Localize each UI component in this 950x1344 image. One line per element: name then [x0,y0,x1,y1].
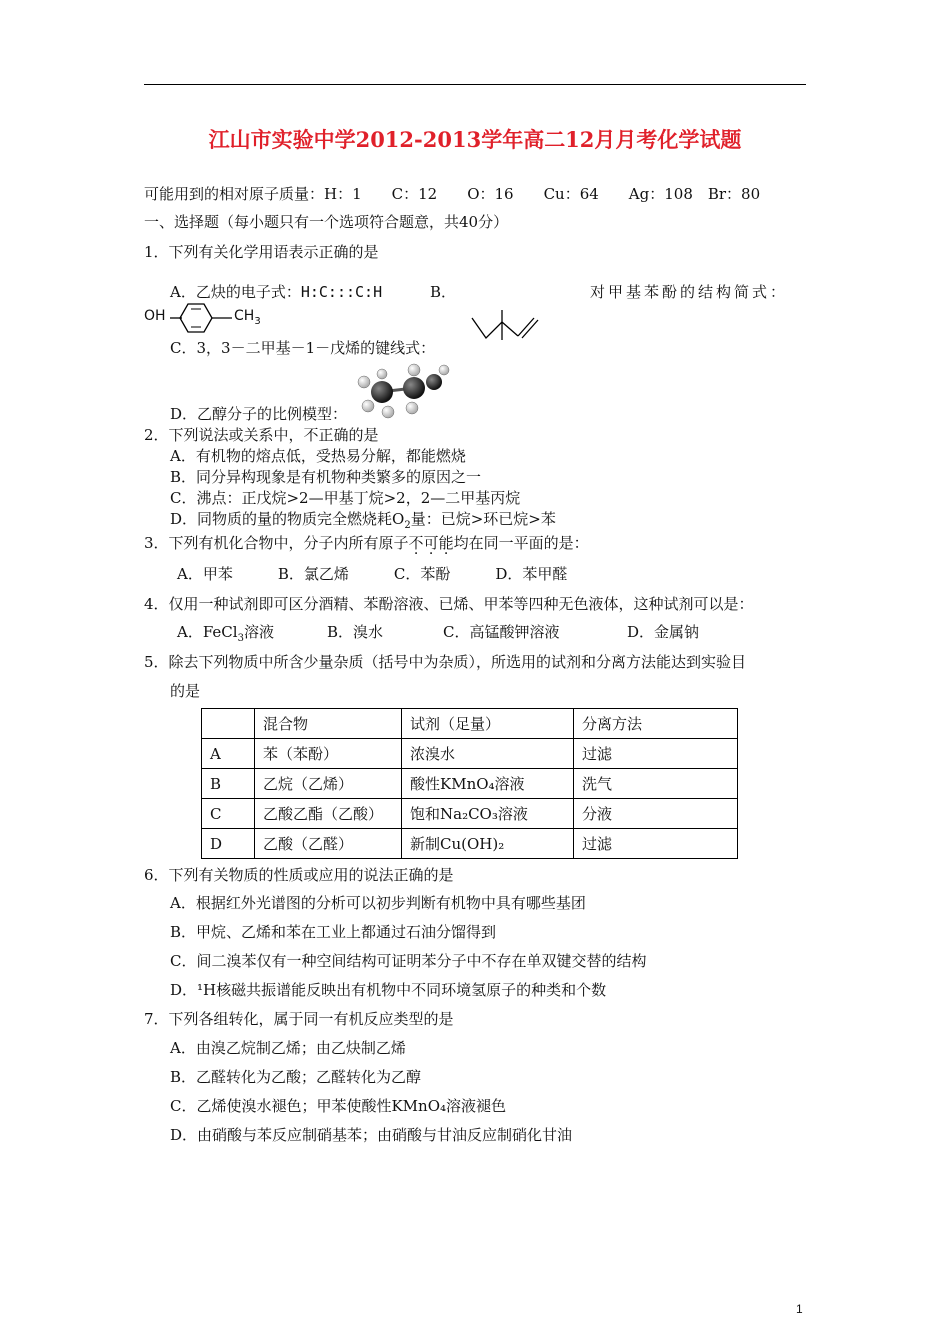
atomic-masses-line: 可能用到的相对原子质量：H：1 C：12 O：16 Cu：64 Ag：108 Br：80 [144,185,761,203]
q2-d-sub: 2 [404,520,411,531]
q3-emphasis-2: 可 [423,534,439,552]
p-cresol-structure [144,300,274,336]
q1-stem: 1．下列有关化学用语表示正确的是 [144,243,379,261]
q5-stem-line1: 5．除去下列物质中所含少量杂质（括号中为杂质），所选用的试剂和分离方法能达到实验目 [144,653,747,671]
page-number: 1 [796,1302,803,1316]
q2-option-b: B．同分异构现象是有机物种类繁多的原因之一 [170,468,482,486]
table-row [202,739,738,769]
q4-option-d: D．金属钠 [627,623,700,641]
q2-option-c: C．沸点：正戊烷>2—甲基丁烷>2，2—二甲基丙烷 [170,489,521,507]
q6-option-c: C．间二溴苯仅有一种空间结构可证明苯分子中不存在单双键交替的结构 [170,952,647,970]
table-cell: D [202,829,255,859]
methyl-ch: CH [234,308,255,324]
table-cell: 过滤 [574,829,738,859]
q6-stem: 6．下列有关物质的性质或应用的说法正确的是 [144,866,454,884]
q4-option-a [177,622,274,649]
q3-options: A．甲苯 B．氯乙烯 C．苯酚 D．苯甲醛 [177,565,568,583]
acetylene-electron-formula: H:C:::C:H [300,283,383,301]
ethanol-ball-model-icon [352,362,452,420]
q7-option-b: B．乙醛转化为乙酸；乙醛转化为乙醇 [170,1068,422,1086]
hydroxyl-group-label: OH [144,308,166,324]
skeletal-formula-icon [470,308,548,342]
table-cell: A [202,739,255,769]
table-cell: 过滤 [574,739,738,769]
q3-stem-pre: 3．下列有机化合物中，分子内所有原子 [144,534,409,552]
q4-option-b: B．溴水 [327,623,384,641]
q1-option-b-label: B． [430,283,457,301]
header-rule [144,84,806,85]
q2-stem: 2．下列说法或关系中，不正确的是 [144,426,379,444]
table-cell: 浓溴水 [402,739,574,769]
table-cell: C [202,799,255,829]
separation-table [201,708,738,859]
table-row [202,769,738,799]
q2-d-post: 量：已烷>环已烷>苯 [410,510,556,528]
q1-option-b-text: 对甲基苯酚的结构简式： [590,283,789,301]
q2-option-d [170,509,556,536]
page-title: 江山市实验中学2012-2013学年高二12月月考化学试题 [208,127,742,152]
q2-d-pre: D．同物质的量的物质完全燃烧耗O [170,510,405,528]
table-row [202,799,738,829]
q1-option-a-label: A．乙炔的电子式： [170,283,301,301]
q4-a-pre: A．FeCl [177,623,238,641]
q1-option-a [170,282,382,302]
q4-a-sub: 3 [237,633,244,644]
q4-stem: 4．仅用一种试剂即可区分酒精、苯酚溶液、已烯、甲苯等四种无色液体，这种试剂可以是： [144,595,754,613]
methyl-group-label [234,308,261,327]
table-cell: 酸性KMnO₄溶液 [402,769,574,799]
table-header-cell: 分离方法 [574,709,738,739]
table-row [202,829,738,859]
table-cell: 乙酸乙酯（乙酸） [255,799,402,829]
table-header-cell: 混合物 [255,709,402,739]
table-cell: 新制Cu(OH)₂ [402,829,574,859]
q3-emphasis-3: 能 [438,534,454,552]
q7-stem: 7．下列各组转化，属于同一有机反应类型的是 [144,1010,454,1028]
table-cell: 饱和Na₂CO₃溶液 [402,799,574,829]
q3-stem [144,533,589,553]
table-cell: 乙酸（乙醛） [255,829,402,859]
q5-stem-line2: 的是 [170,682,201,700]
table-header-cell [202,709,255,739]
q2-option-a: A．有机物的熔点低，受热易分解，都能燃烧 [170,447,466,465]
q7-option-a: A．由溴乙烷制乙烯；由乙炔制乙烯 [170,1039,406,1057]
q4-option-c: C．高锰酸钾溶液 [443,623,560,641]
q7-option-c: C．乙烯使溴水褪色；甲苯使酸性KMnO₄溶液褪色 [170,1097,507,1115]
table-cell: B [202,769,255,799]
q3-emphasis-1: 不 [408,534,424,552]
q1-option-d: D．乙醇分子的比例模型： [170,405,348,423]
table-cell: 洗气 [574,769,738,799]
q6-option-a: A．根据红外光谱图的分析可以初步判断有机物中具有哪些基团 [170,894,586,912]
section-heading: 一、选择题（每小题只有一个选项符合题意，共40分） [144,213,509,231]
methyl-subscript: 3 [254,315,261,327]
q3-stem-post: 均在同一平面的是： [453,534,589,552]
q7-option-d: D．由硝酸与苯反应制硝基苯；由硝酸与甘油反应制硝化甘油 [170,1126,573,1144]
q4-a-post: 溶液 [243,623,274,641]
table-cell: 苯（苯酚） [255,739,402,769]
table-cell: 乙烷（乙烯） [255,769,402,799]
table-cell: 分液 [574,799,738,829]
q6-option-d: D．¹H核磁共振谱能反映出有机物中不同环境氢原子的种类和个数 [170,981,607,999]
q1-option-c: C．3，3－二甲基－1－戊烯的键线式： [170,339,436,357]
table-header-row [202,709,738,739]
q6-option-b: B．甲烷、乙烯和苯在工业上都通过石油分馏得到 [170,923,497,941]
benzene-ring-icon [170,300,234,336]
table-header-cell: 试剂（足量） [402,709,574,739]
